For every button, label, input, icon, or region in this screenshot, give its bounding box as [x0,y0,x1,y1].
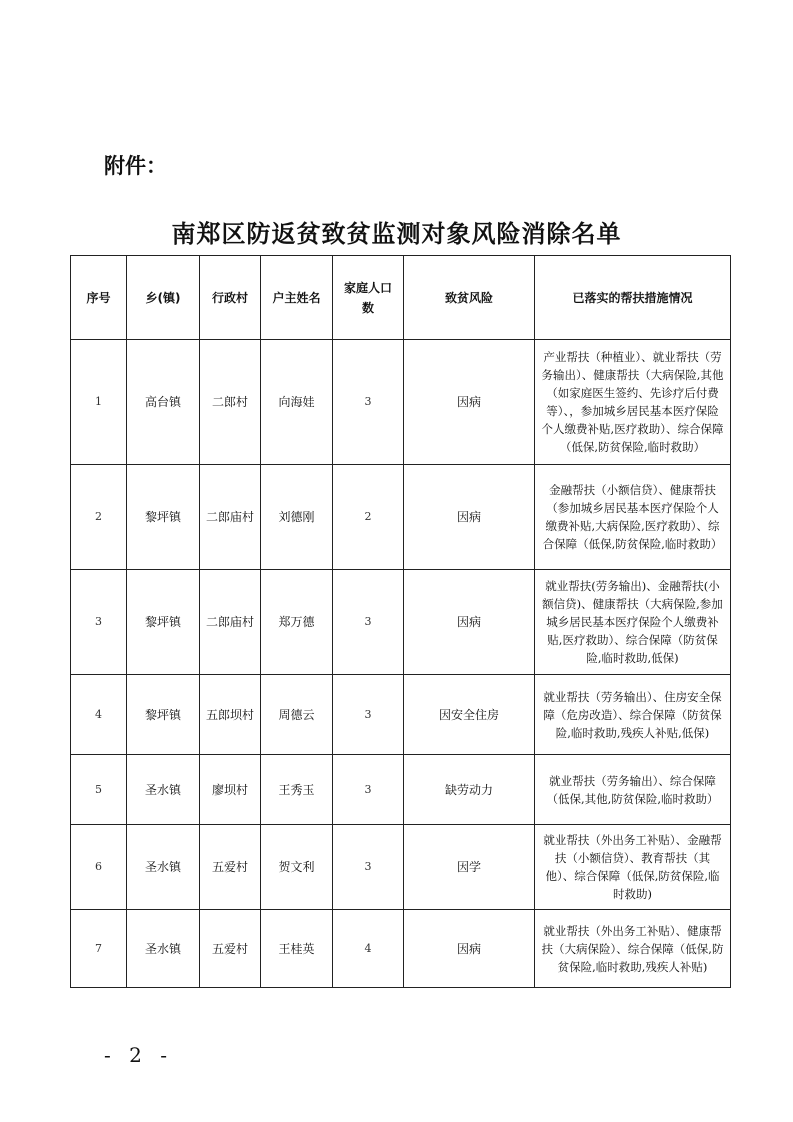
table-row [71,570,731,675]
cell-town: 圣水镇 [127,755,200,825]
table-row [71,825,731,910]
cell-town: 圣水镇 [127,825,200,910]
cell-village: 二郎庙村 [200,570,261,675]
cell-family-size: 4 [333,910,404,988]
cell-village: 二郎村 [200,340,261,465]
cell-householder: 向海娃 [261,340,333,465]
cell-measures: 就业帮扶(劳务输出)、金融帮扶(小额信贷)、健康帮扶（大病保险,参加城乡居民基本医疗保险个人缴费补贴,医疗救助）、综合保障（防贫保险,临时救助,低保) [535,570,731,675]
cell-village: 五郎坝村 [200,675,261,755]
cell-householder: 王秀玉 [261,755,333,825]
cell-householder: 周德云 [261,675,333,755]
cell-family-size: 3 [333,825,404,910]
cell-measures: 金融帮扶（小额信贷）、健康帮扶（参加城乡居民基本医疗保险个人缴费补贴,大病保险,医疗救助）、综合保障（低保,防贫保险,临时救助） [535,465,731,570]
cell-seq: 6 [71,825,127,910]
cell-family-size: 3 [333,570,404,675]
cell-town: 黎坪镇 [127,465,200,570]
cell-family-size: 3 [333,755,404,825]
table-row [71,910,731,988]
cell-village: 五爱村 [200,910,261,988]
cell-risk: 因病 [404,340,535,465]
cell-seq: 3 [71,570,127,675]
cell-village: 五爱村 [200,825,261,910]
cell-measures: 就业帮扶（劳务输出）、住房安全保障（危房改造）、综合保障（防贫保险,临时救助,残疾人补贴,低保) [535,675,731,755]
cell-family-size: 3 [333,675,404,755]
cell-householder: 王桂英 [261,910,333,988]
table-row [71,675,731,755]
cell-town: 黎坪镇 [127,675,200,755]
header-village: 行政村 [200,256,261,340]
table-row [71,340,731,465]
cell-measures: 产业帮扶（种植业）、就业帮扶（劳务输出）、健康帮扶（大病保险,其他（如家庭医生签约、先诊疗后付费等）、，参加城乡居民基本医疗保险个人缴费补贴,医疗救助）、综合保障（低保,防贫保险,临时救助） [535,340,731,465]
cell-measures: 就业帮扶（外出务工补贴）、金融帮扶（小额信贷）、教育帮扶（其他）、综合保障（低保,防贫保险,临时救助) [535,825,731,910]
cell-town: 黎坪镇 [127,570,200,675]
cell-village: 廖坝村 [200,755,261,825]
cell-village: 二郎庙村 [200,465,261,570]
attachment-label: 附件： [104,154,167,178]
page-number: - 2 - [104,1043,173,1067]
cell-town: 高台镇 [127,340,200,465]
header-risk: 致贫风险 [404,256,535,340]
table-header-row [71,256,731,340]
cell-risk: 因病 [404,570,535,675]
monitoring-table [70,255,731,988]
document-title: 南郑区防返贫致贫监测对象风险消除名单 [171,219,622,248]
header-town: 乡(镇) [127,256,200,340]
cell-risk: 因病 [404,910,535,988]
cell-seq: 4 [71,675,127,755]
cell-risk: 因安全住房 [404,675,535,755]
cell-householder: 贺文利 [261,825,333,910]
cell-seq: 2 [71,465,127,570]
cell-town: 圣水镇 [127,910,200,988]
table-row [71,755,731,825]
cell-risk: 因学 [404,825,535,910]
table-row [71,465,731,570]
cell-seq: 1 [71,340,127,465]
header-family-size: 家庭人口数 [333,256,404,340]
header-seq: 序号 [71,256,127,340]
cell-family-size: 2 [333,465,404,570]
cell-householder: 刘德刚 [261,465,333,570]
cell-householder: 郑万德 [261,570,333,675]
cell-risk: 缺劳动力 [404,755,535,825]
header-measures: 已落实的帮扶措施情况 [535,256,731,340]
cell-seq: 7 [71,910,127,988]
header-householder: 户主姓名 [261,256,333,340]
cell-measures: 就业帮扶（劳务输出）、综合保障（低保,其他,防贫保险,临时救助） [535,755,731,825]
cell-risk: 因病 [404,465,535,570]
cell-seq: 5 [71,755,127,825]
cell-family-size: 3 [333,340,404,465]
cell-measures: 就业帮扶（外出务工补贴）、健康帮扶（大病保险）、综合保障（低保,防贫保险,临时救助,残疾人补贴) [535,910,731,988]
